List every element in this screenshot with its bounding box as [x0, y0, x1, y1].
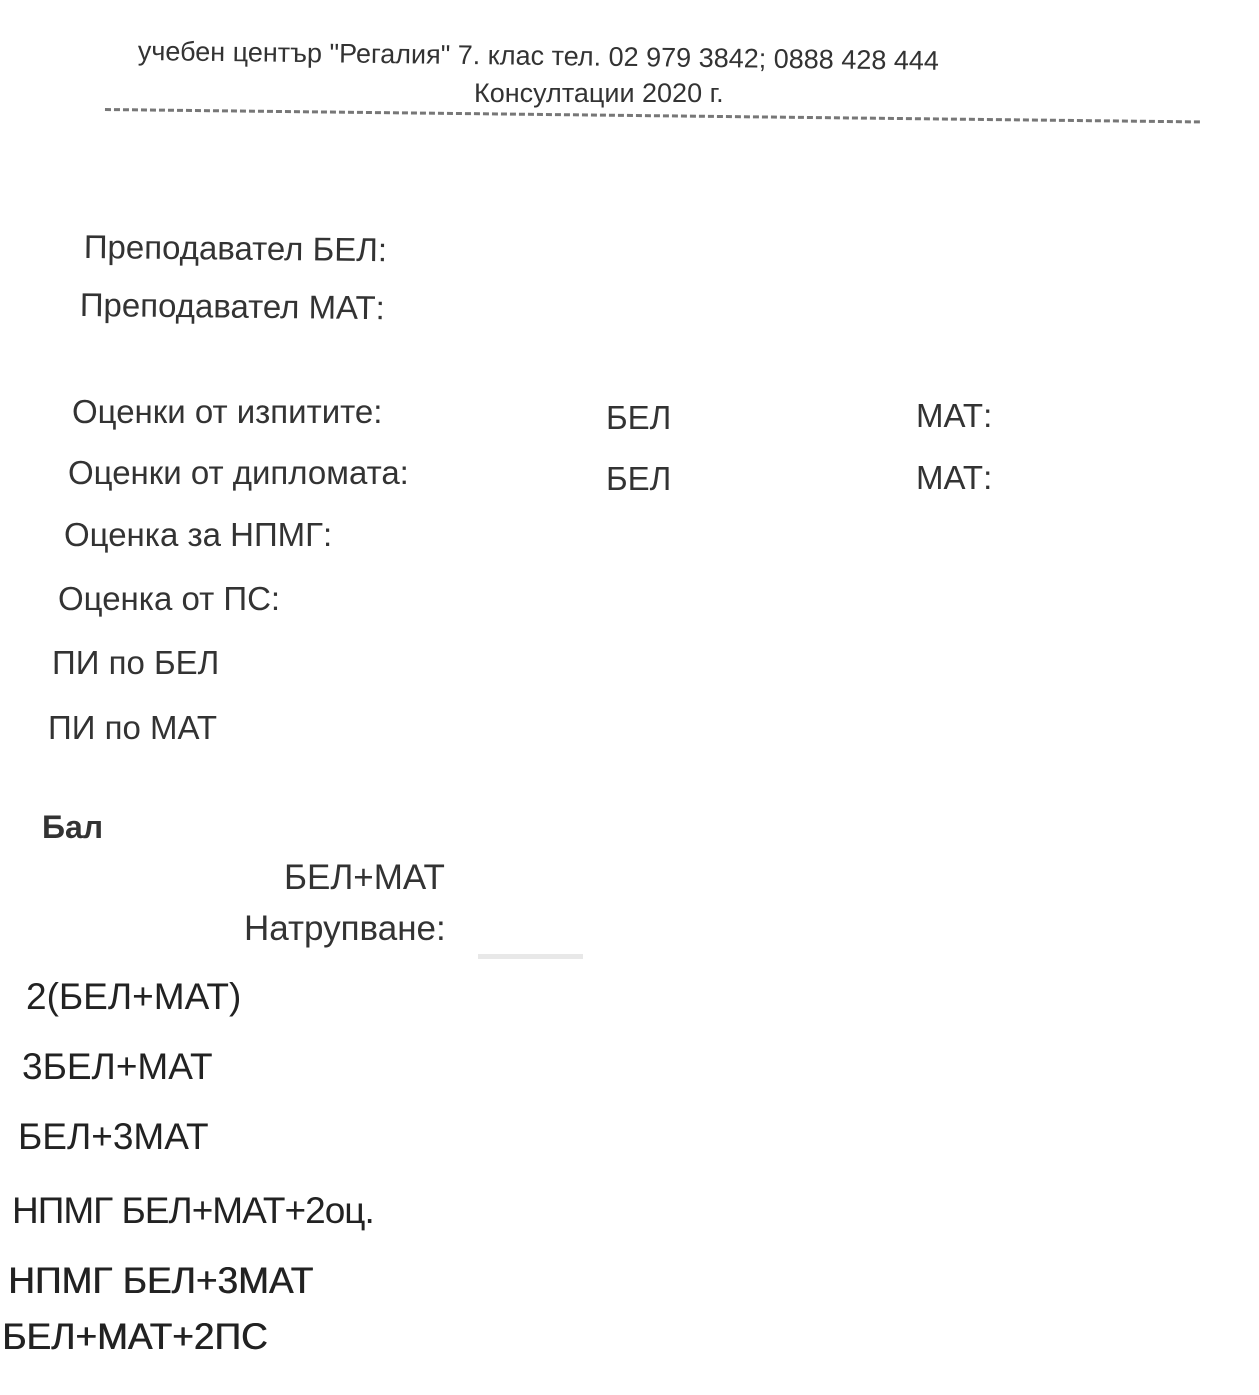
formula-item: 2(БЕЛ+МАТ) [26, 976, 242, 1017]
ps-grade-label: Оценка от ПС: [58, 580, 281, 617]
teacher-mat-label: Преподавател МАТ: [79, 286, 386, 327]
formula-item: НПМГ БЕЛ+МАТ+2оц. [12, 1190, 374, 1231]
pi-bel-label: ПИ по БЕЛ [52, 644, 220, 681]
formula-item: НПМГ БЕЛ+3МАТ [8, 1260, 314, 1301]
score-heading: Бал [42, 809, 104, 845]
exam-grade-mat-label: МАТ: [916, 397, 993, 434]
formula-item: БЕЛ+МАТ+2ПС [2, 1316, 268, 1357]
formula-item: 3БЕЛ+МАТ [22, 1046, 213, 1087]
npmg-grade-label: Оценка за НПМГ: [64, 516, 333, 553]
blank-field [478, 954, 583, 959]
score-sum-label: БЕЛ+МАТ [284, 858, 445, 897]
diploma-grades-label: Оценки от дипломата: [68, 454, 409, 491]
exam-grade-bel-label: БЕЛ [606, 399, 672, 436]
teacher-bel-label: Преподавател БЕЛ: [83, 228, 388, 269]
header-title: Консултации 2020 г. [474, 78, 724, 108]
pi-mat-label: ПИ по МАТ [48, 709, 218, 746]
header-divider [105, 108, 1200, 123]
exam-grades-label: Оценки от изпитите: [72, 393, 383, 430]
accumulation-label: Натрупване: [244, 909, 446, 948]
formula-item: БЕЛ+3МАТ [18, 1116, 209, 1157]
diploma-grade-mat-label: МАТ: [916, 459, 993, 496]
diploma-grade-bel-label: БЕЛ [606, 460, 672, 497]
header-line: учебен център "Регалия" 7. клас тел. 02 979 3842; 0888 428 444 [137, 36, 940, 76]
